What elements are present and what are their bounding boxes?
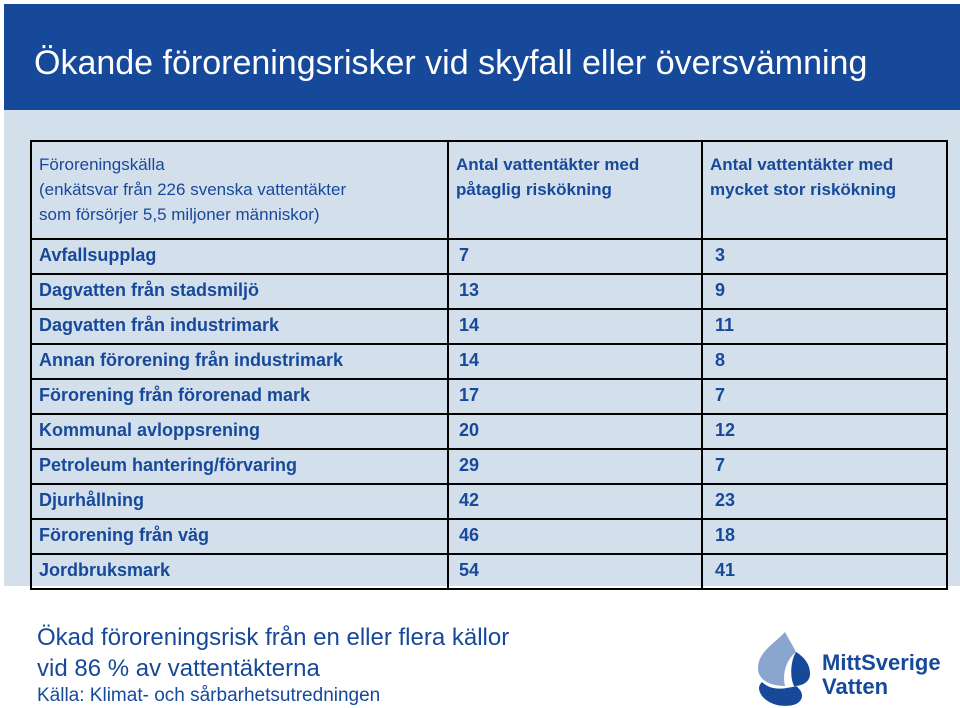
cell-source: Djurhållning bbox=[31, 484, 448, 519]
table-row bbox=[31, 274, 947, 309]
risk-table bbox=[30, 140, 948, 590]
header-source-note-1: (enkätsvar från 226 svenska vattentäkter bbox=[39, 180, 347, 199]
cell-very-large: 11 bbox=[702, 309, 947, 344]
cell-very-large: 18 bbox=[702, 519, 947, 554]
cell-very-large: 7 bbox=[702, 449, 947, 484]
cell-source: Förorening från förorenad mark bbox=[31, 379, 448, 414]
cell-very-large: 12 bbox=[702, 414, 947, 449]
table-header-row bbox=[31, 141, 947, 239]
cell-source: Jordbruksmark bbox=[31, 554, 448, 589]
table-row bbox=[31, 379, 947, 414]
table-row bbox=[31, 484, 947, 519]
header-very-large-line-1: Antal vattentäkter med bbox=[710, 155, 894, 174]
summary-line-2: vid 86 % av vattentäkterna bbox=[37, 655, 320, 682]
table-row bbox=[31, 554, 947, 589]
cell-very-large: 8 bbox=[702, 344, 947, 379]
header-very-large bbox=[702, 141, 947, 239]
cell-source: Annan förorening från industrimark bbox=[31, 344, 448, 379]
cell-very-large: 23 bbox=[702, 484, 947, 519]
cell-source: Kommunal avloppsrening bbox=[31, 414, 448, 449]
cell-significant: 42 bbox=[448, 484, 702, 519]
cell-very-large: 3 bbox=[702, 239, 947, 274]
cell-significant: 14 bbox=[448, 344, 702, 379]
header-significant bbox=[448, 141, 702, 239]
logo-text-line-2: Vatten bbox=[822, 674, 889, 699]
header-source-title: Föroreningskälla bbox=[39, 155, 165, 174]
cell-significant: 29 bbox=[448, 449, 702, 484]
cell-source: Dagvatten från stadsmiljö bbox=[31, 274, 448, 309]
cell-source: Avfallsupplag bbox=[31, 239, 448, 274]
cell-significant: 7 bbox=[448, 239, 702, 274]
summary-line-1: Ökad föroreningsrisk från en eller flera källor bbox=[37, 624, 510, 651]
cell-significant: 17 bbox=[448, 379, 702, 414]
table-row bbox=[31, 344, 947, 379]
cell-significant: 14 bbox=[448, 309, 702, 344]
header-source-note-2: som försörjer 5,5 miljoner människor) bbox=[39, 205, 320, 224]
logo-drop-dark-top bbox=[791, 652, 810, 686]
table-row bbox=[31, 449, 947, 484]
table-row bbox=[31, 239, 947, 274]
table-row bbox=[31, 309, 947, 344]
table-row bbox=[31, 519, 947, 554]
page-title: Ökande föroreningsrisker vid skyfall eller översvämning bbox=[34, 44, 868, 82]
header-very-large-line-2: mycket stor riskökning bbox=[710, 180, 897, 199]
header-significant-line-2: påtaglig riskökning bbox=[456, 180, 612, 199]
source-credit: Källa: Klimat- och sårbarhetsutredningen bbox=[37, 685, 381, 706]
cell-significant: 13 bbox=[448, 274, 702, 309]
cell-significant: 54 bbox=[448, 554, 702, 589]
header-significant-line-1: Antal vattentäkter med bbox=[456, 155, 640, 174]
cell-very-large: 41 bbox=[702, 554, 947, 589]
cell-source: Dagvatten från industrimark bbox=[31, 309, 448, 344]
cell-very-large: 9 bbox=[702, 274, 947, 309]
cell-source: Förorening från väg bbox=[31, 519, 448, 554]
cell-significant: 46 bbox=[448, 519, 702, 554]
cell-significant: 20 bbox=[448, 414, 702, 449]
table-row bbox=[31, 414, 947, 449]
cell-source: Petroleum hantering/förvaring bbox=[31, 449, 448, 484]
header-source bbox=[31, 141, 448, 239]
logo-text-line-1: MittSverige bbox=[822, 650, 941, 675]
cell-very-large: 7 bbox=[702, 379, 947, 414]
header bbox=[0, 0, 960, 110]
logo-drop-light bbox=[758, 632, 796, 686]
